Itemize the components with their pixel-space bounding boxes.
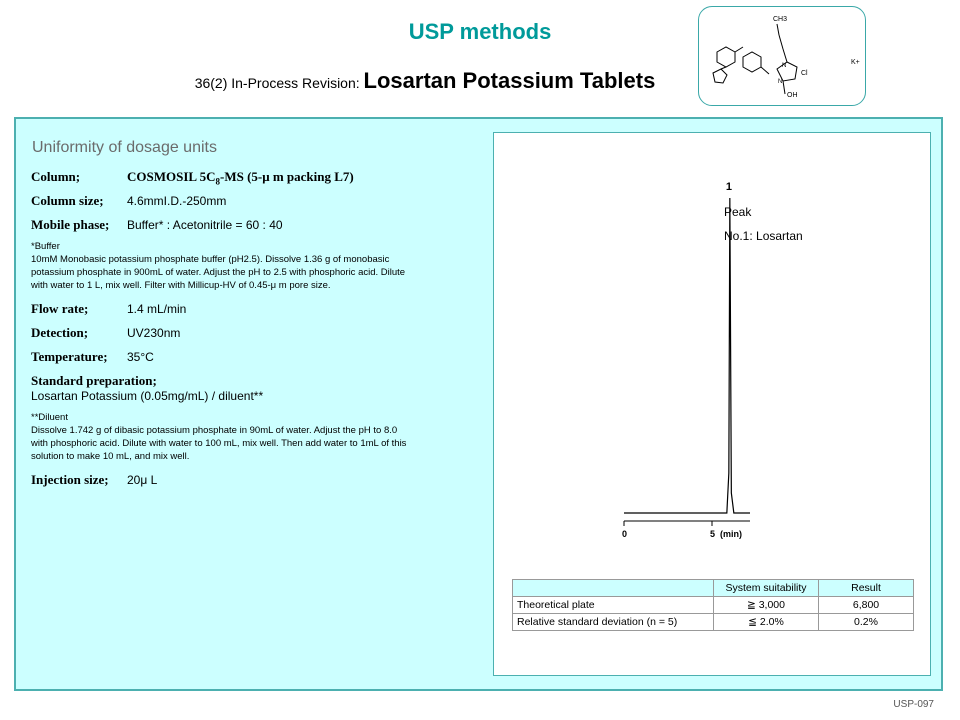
slide-code: USP-097: [893, 699, 934, 710]
table-row: [513, 614, 914, 631]
column-size-value: 4.6mmI.D.-250mm: [127, 194, 227, 208]
standard-label: Standard preparation;: [31, 373, 157, 388]
mobile-phase-row: [31, 217, 283, 233]
tetrazole-ring: [713, 69, 727, 83]
n-label-1: N: [782, 63, 787, 69]
column-label: Column;: [31, 169, 81, 184]
losartan-structure-diagram: [699, 7, 865, 105]
legend-title: Peak: [724, 205, 752, 219]
table-row: [513, 597, 914, 614]
x-axis-ticks: [622, 521, 742, 539]
table-cell: Theoretical plate: [513, 597, 714, 614]
benzene-ring-2: [743, 52, 761, 72]
results-table-wrapper: [512, 579, 914, 631]
cl-label: Cl: [801, 70, 808, 77]
table-cell: 0.2%: [819, 614, 914, 631]
chemical-structure-panel: [698, 6, 866, 106]
chromatogram-chart: [600, 170, 930, 550]
column-value: COSMOSIL $5C_8-MS$ (5-μ m packing L7): [127, 169, 354, 187]
table-cell: Relative standard deviation (n = 5): [513, 614, 714, 631]
column-size-row: [31, 193, 226, 209]
temperature-row: [31, 349, 154, 365]
peak-labels: [726, 181, 732, 193]
page-title: USP methods: [408, 19, 552, 44]
header-cell: Result: [819, 580, 914, 597]
peak-label-1: 1: [725, 181, 732, 193]
injection-row: [31, 472, 157, 488]
temperature-value: 35°C: [127, 350, 154, 364]
benzene-ring-1: [717, 47, 735, 67]
chromatogram-trace: [624, 198, 750, 513]
column-size-label: Column size;: [31, 193, 104, 208]
legend-item: No.1: Losartan: [724, 229, 803, 243]
ch3-label: CH3: [773, 16, 788, 23]
table-header-row: [513, 580, 914, 597]
detection-row: [31, 325, 180, 341]
injection-label: Injection size;: [31, 472, 109, 487]
header-cell: System suitability: [714, 580, 819, 597]
mobile-phase-label: Mobile phase;: [31, 217, 110, 232]
x-tick-label: 0: [622, 529, 628, 539]
temperature-label: Temperature;: [31, 349, 108, 364]
table-cell: 6,800: [819, 597, 914, 614]
subtitle-prefix: 36(2) In-Process Revision:: [194, 75, 364, 91]
detection-value: UV230nm: [127, 326, 181, 340]
standard-label-row: [31, 373, 157, 389]
detection-label: Detection;: [31, 325, 89, 340]
k-label: K+: [851, 59, 860, 66]
buffer-note: *Buffer 10mM Monobasic potassium phosphate buffer (pH2.5). Dissolve 1.36 g of monobasic potassium phosphate in 900mL of water. Adjust the pH to 2.5 with phosphoric acid. Dilute with water to 1 L, mix well. Filter with Millicup-HV of 0.45-μ m pore size.: [31, 241, 406, 291]
section-title: Uniformity of dosage units: [32, 139, 217, 156]
header-cell: [513, 580, 714, 597]
oh-label: OH: [787, 92, 798, 99]
x-tick-label: 5: [710, 529, 716, 539]
mobile-phase-value: Buffer* : Acetonitrile = 60 : 40: [127, 218, 283, 232]
results-table: [512, 579, 914, 631]
standard-value-row: [31, 389, 263, 403]
diluent-note: **Diluent Dissolve 1.742 g of dibasic potassium phosphate in 90mL of water. Adjust the pH to 8.0 with phosphoric acid. Dilute with water to 100 mL, mix well. Then add water to 1mL of this solution to make 10 mL, and mix well.: [31, 412, 407, 462]
table-cell: ≧ 3,000: [714, 597, 819, 614]
x-unit-label: (min): [720, 529, 742, 539]
injection-value: 20μ L: [127, 473, 158, 487]
flow-rate-row: [31, 301, 186, 317]
flow-rate-label: Flow rate;: [31, 301, 89, 316]
standard-value: Losartan Potassium (0.05mg/mL) / diluent**: [31, 389, 264, 403]
subtitle-main: Losartan Potassium Tablets: [363, 68, 656, 93]
flow-rate-value: 1.4 mL/min: [127, 302, 187, 316]
n-label-2: N: [778, 79, 783, 85]
table-cell: ≦ 2.0%: [714, 614, 819, 631]
column-row: [31, 169, 354, 187]
